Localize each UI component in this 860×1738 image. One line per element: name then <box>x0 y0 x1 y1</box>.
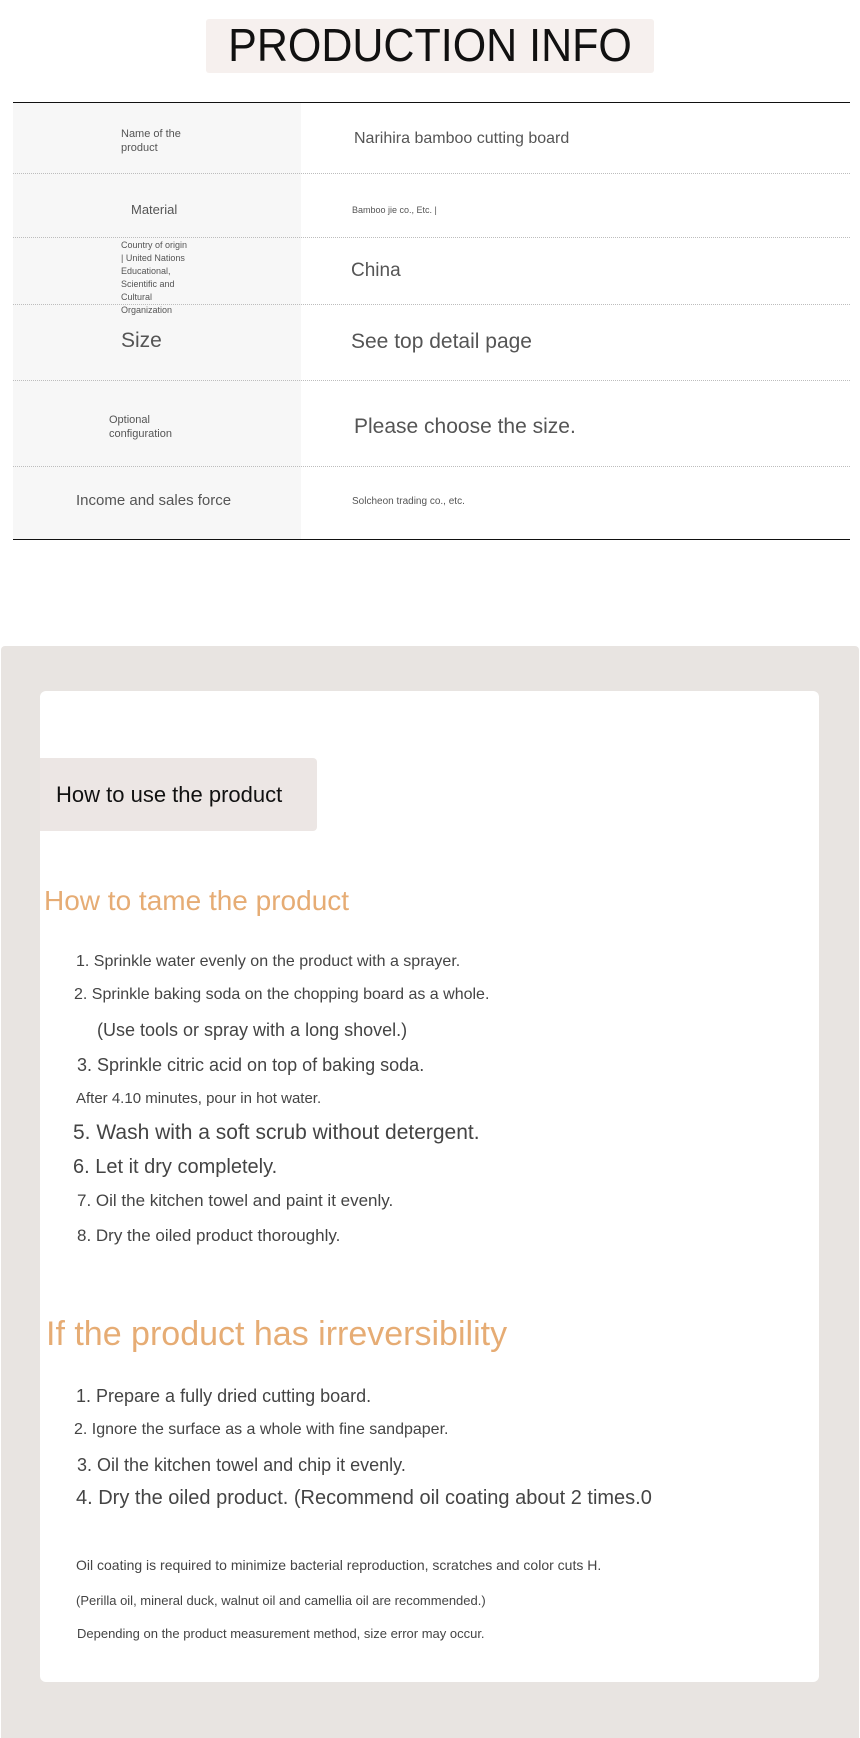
tame-step: 6. Let it dry completely. <box>73 1156 278 1178</box>
info-label: Country of origin | United Nations Educational, Scientific and Cultural Organization <box>121 240 188 315</box>
info-value: Please choose the size. <box>354 415 576 438</box>
info-row-material <box>13 174 850 238</box>
tame-step: 5. Wash with a soft scrub without detergent. <box>73 1121 480 1144</box>
tame-step: 8. Dry the oiled product thoroughly. <box>77 1226 341 1245</box>
info-value: Bamboo jie co., Etc. | <box>352 205 437 215</box>
tame-step: 1. Sprinkle water evenly on the product with a sprayer. <box>76 953 461 970</box>
irreversible-step: 2. Ignore the surface as a whole with fine sandpaper. <box>74 1421 449 1438</box>
page-title: PRODUCTION INFO <box>228 19 632 72</box>
usage-tab-label: How to use the product <box>56 781 283 807</box>
info-row-product-name <box>13 103 850 174</box>
title-banner <box>206 19 654 73</box>
note-text: Depending on the product measurement method, size error may occur. <box>77 1626 485 1641</box>
info-row-optional-configuration <box>13 381 850 467</box>
section-heading-irreversible: If the product has irreversibility <box>46 1315 508 1353</box>
production-info-table <box>13 102 850 540</box>
irreversible-step: 4. Dry the oiled product. (Recommend oil coating about 2 times.0 <box>76 1487 652 1509</box>
info-label: Name of the product <box>121 128 181 154</box>
note-text: Oil coating is required to minimize bacterial reproduction, scratches and color cuts H. <box>76 1557 602 1573</box>
tame-step: After 4.10 minutes, pour in hot water. <box>76 1090 322 1107</box>
tame-step: 2. Sprinkle baking soda on the chopping board as a whole. <box>74 986 490 1003</box>
info-label: Optional configuration <box>109 414 172 440</box>
info-value: See top detail page <box>351 330 532 353</box>
info-row-size <box>13 305 850 381</box>
irreversible-step: 1. Prepare a fully dried cutting board. <box>76 1386 372 1406</box>
info-label: Income and sales force <box>76 492 232 509</box>
info-value: Narihira bamboo cutting board <box>354 130 570 147</box>
info-row-origin <box>13 238 850 315</box>
info-label: Size <box>121 329 162 352</box>
note-text: (Perilla oil, mineral duck, walnut oil and camellia oil are recommended.) <box>76 1593 486 1608</box>
info-label: Material <box>131 202 178 217</box>
tame-step: 3. Sprinkle citric acid on top of baking soda. <box>77 1055 425 1075</box>
section-heading-tame: How to tame the product <box>44 885 350 916</box>
usage-card <box>40 691 819 1682</box>
tame-step: (Use tools or spray with a long shovel.) <box>97 1020 408 1040</box>
usage-tab <box>40 758 317 831</box>
irreversible-step: 3. Oil the kitchen towel and chip it evenly. <box>77 1455 406 1475</box>
info-value: China <box>351 260 401 281</box>
info-value: Solcheon trading co., etc. <box>352 496 465 507</box>
tame-step: 7. Oil the kitchen towel and paint it evenly. <box>77 1191 394 1210</box>
info-row-sales <box>13 467 850 539</box>
